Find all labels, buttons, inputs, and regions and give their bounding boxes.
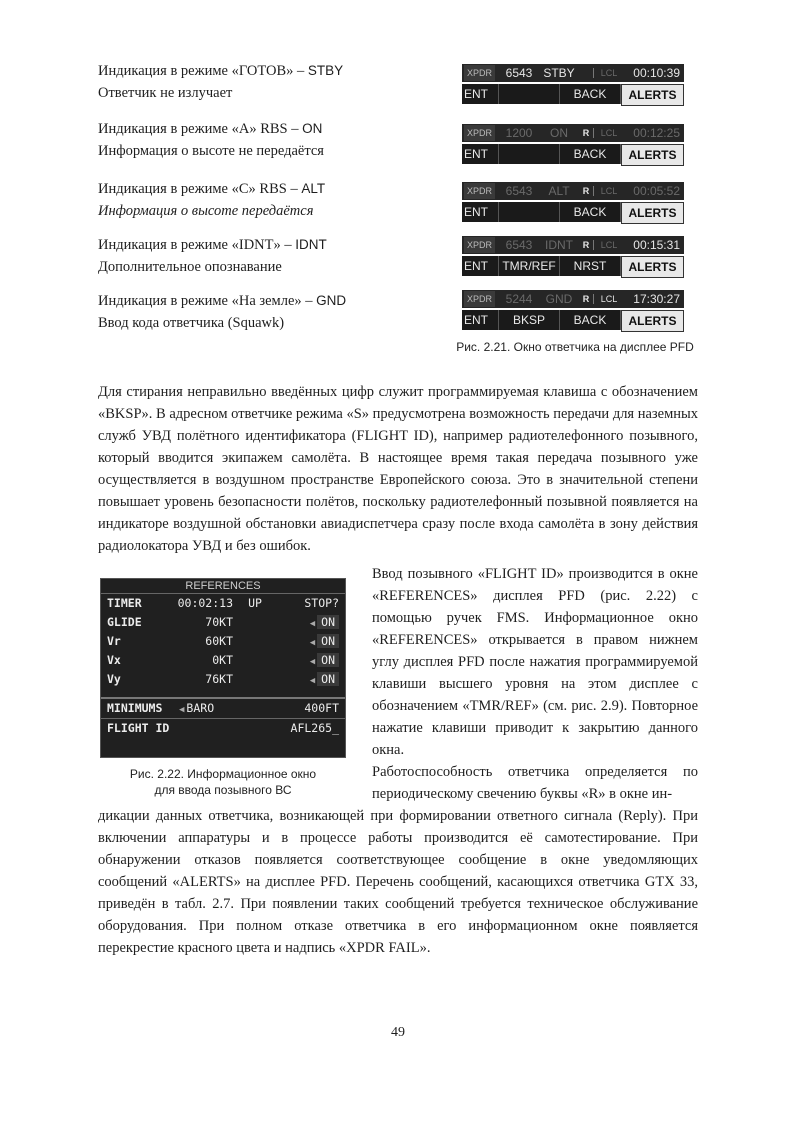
reply-indicator: R	[582, 294, 590, 304]
xpdr-status-bar	[462, 290, 684, 308]
alerts-softkey[interactable]: ALERTS	[621, 84, 684, 106]
mode-code: IDNT	[295, 237, 327, 252]
xpdr-tag: XPDR	[464, 237, 495, 253]
back-softkey[interactable]: BACK	[560, 202, 621, 222]
vspeed-value[interactable]: 70KT	[205, 615, 233, 629]
xpdr-mode: ALT	[548, 184, 570, 198]
alerts-softkey[interactable]: ALERTS	[621, 144, 684, 166]
vspeed-value[interactable]: 76KT	[205, 672, 233, 686]
xpdr-mode: IDNT	[545, 238, 574, 252]
mode-note: Дополнительное опознавание	[98, 259, 282, 275]
arrow-left-icon: ◀	[309, 657, 316, 667]
xpdr-tag: XPDR	[464, 125, 495, 141]
mode-note: Ввод кода ответчика (Squawk)	[98, 315, 285, 331]
timer-action[interactable]: STOP?	[304, 596, 339, 610]
figure-caption-2-21: Рис. 2.21. Окно ответчика на дисплее PFD	[456, 340, 694, 354]
vspeed-value[interactable]: 0KT	[212, 653, 233, 667]
arrow-left-icon: ◀	[309, 676, 316, 686]
back-softkey[interactable]: BACK	[560, 84, 621, 104]
lcl-label: LCL	[593, 240, 624, 250]
xpdr-status-bar	[462, 236, 684, 254]
timer-row	[101, 594, 345, 613]
toggle-state: ON	[317, 615, 339, 629]
xpdr-panel-gnd	[462, 290, 684, 330]
back-softkey[interactable]: BACK	[560, 144, 621, 164]
mode-text: Индикация в режиме «IDNT» –	[98, 237, 296, 253]
xpdr-tag: XPDR	[464, 291, 495, 307]
mode-note: Информация о высоте передаётся	[98, 203, 314, 219]
clock-readout: 00:12:25	[633, 126, 680, 140]
vspeed-row	[101, 670, 345, 689]
xpdr-tag: XPDR	[464, 183, 495, 199]
mode-item-alt	[98, 178, 458, 222]
minimums-mode-value: BARO	[186, 701, 215, 715]
toggle-state: ON	[317, 653, 339, 667]
lcl-label: LCL	[593, 128, 624, 138]
arrow-left-icon: ◀	[179, 705, 185, 715]
arrow-left-icon: ◀	[309, 619, 316, 629]
xpdr-tag: XPDR	[464, 65, 495, 81]
reply-indicator: R	[582, 128, 590, 138]
paragraph-flight-id: Ввод позывного «FLIGHT ID» производится в окне «REFERENCES» дисплея PFD (рис. 2.22) с помощью ручек FMS. Информационное окно «REFERENCES» открывается в правом нижнем углу дисплея PFD после нажатия программируемой клавиши высшего уровня на этом дисплее с обозначением «TMR/REF» (см. рис. 2.9). Повторное нажатие клавиши приводит к закрытию данного окна.	[372, 566, 698, 758]
vspeed-label: Vr	[107, 634, 121, 648]
paragraph-bksp: Для стирания неправильно введённых цифр служит программируемая клавиша с обозначением «BKSP». В адресном ответчике режима «S» предусмотрена возможность передачи для наземных служб УВД полётного идентификатора (FLIGHT ID), например радиотелефонного позывного, который вводится экипажем самолёта. В настоящее время такая передача позывного уже осуществляется в воздушном пространстве Европейского союза. Это в значительной степени повышает уровень безопасности полётов, поскольку радиотелефонный позывной появляется на индикаторе воздушной обстановки авиадиспетчера сразу после входа самолёта в зону действия радиолокатора УВД и без ошибок.	[98, 384, 699, 554]
vspeed-row	[101, 651, 345, 670]
mode-note: Ответчик не излучает	[98, 85, 233, 101]
xpdr-mode: GND	[545, 292, 573, 306]
mode-item-stby	[98, 60, 458, 104]
xpdr-status-bar	[462, 64, 684, 82]
xpdr-mode: STBY	[543, 66, 575, 80]
squawk-code: 6543	[505, 238, 533, 252]
flight-id-label: FLIGHT ID	[107, 721, 170, 735]
lcl-label: LCL	[593, 68, 624, 78]
minimums-label: MINIMUMS	[107, 701, 163, 715]
toggle-state: ON	[317, 634, 339, 648]
page-number: 49	[391, 1025, 405, 1040]
vspeed-toggle[interactable]	[277, 651, 339, 670]
xpdr-panel-alt	[462, 182, 684, 222]
vspeed-value[interactable]: 60KT	[205, 634, 233, 648]
ent-softkey[interactable]: ENT	[462, 144, 499, 164]
timer-direction[interactable]: UP	[248, 596, 262, 610]
blank-softkey[interactable]	[499, 144, 560, 164]
tmr-ref-softkey[interactable]: TMR/REF	[499, 256, 560, 276]
squawk-code: 6543	[505, 184, 533, 198]
ent-softkey[interactable]: ENT	[462, 310, 499, 330]
spacer	[233, 613, 277, 632]
reply-indicator: R	[582, 186, 590, 196]
spacer	[233, 670, 277, 689]
vspeed-label: Vy	[107, 672, 121, 686]
references-title: REFERENCES	[101, 579, 345, 594]
xpdr-panel-stby	[462, 64, 684, 104]
reply-indicator: R	[582, 240, 590, 250]
paragraph-operability: дикации данных ответчика, возникающей при формировании ответного сигнала (Reply). При включении аппаратуры и в процессе работы производится её самотестирование. При обнаружении отказов появляется соответствующее сообщение в окне уведомляющих сообщений «ALERTS» на дисплее PFD. Перечень сообщений, касающихся ответчика GTX 33, приведён в табл. 2.7. При появлении таких сообщений требуется техническое обслуживание оборудования. При полном отказе ответчика в его информационном окне появляется перекрестие красного цвета и надпись «XPDR FAIL».	[98, 808, 698, 956]
clock-readout: 00:15:31	[633, 238, 680, 252]
mode-text: Индикация в режиме «ГОТОВ» –	[98, 63, 308, 79]
xpdr-status-bar	[462, 182, 684, 200]
ent-softkey[interactable]: ENT	[462, 202, 499, 222]
clock-readout: 00:10:39	[633, 66, 680, 80]
references-window	[100, 578, 346, 758]
blank-softkey[interactable]	[499, 84, 560, 104]
vspeed-toggle[interactable]	[277, 670, 339, 689]
vspeed-row	[101, 613, 345, 632]
alerts-softkey[interactable]: ALERTS	[621, 256, 684, 278]
mode-code: GND	[316, 293, 347, 308]
mode-note: Информация о высоте не передаётся	[98, 143, 324, 159]
lcl-label: LCL	[593, 294, 624, 304]
squawk-code: 1200	[505, 126, 533, 140]
clock-readout: 17:30:27	[633, 292, 680, 306]
mode-text: Индикация в режиме «С» RBS –	[98, 181, 302, 197]
mode-item-idnt	[98, 234, 458, 278]
caption-line: Рис. 2.22. Информационное окно	[129, 767, 317, 781]
softkey-bar	[462, 256, 684, 276]
softkey-bar	[462, 310, 684, 330]
flight-id-row	[101, 718, 345, 738]
softkey-bar	[462, 202, 684, 222]
softkey-bar	[462, 144, 684, 164]
figure-caption-2-22	[98, 766, 348, 798]
squawk-code: 6543	[505, 66, 533, 80]
clock-readout: 00:05:52	[633, 184, 680, 198]
mode-item-on	[98, 118, 458, 162]
ent-softkey[interactable]: ENT	[462, 256, 499, 276]
mode-code: ON	[302, 121, 323, 136]
minimums-mode[interactable]	[179, 699, 249, 718]
mode-item-gnd	[98, 290, 458, 334]
spacer	[233, 632, 277, 651]
minimums-value[interactable]: 400FT	[304, 701, 339, 715]
xpdr-panel-on	[462, 124, 684, 164]
lcl-label: LCL	[593, 186, 624, 196]
vspeed-label: Vx	[107, 653, 121, 667]
alerts-softkey[interactable]: ALERTS	[621, 202, 684, 224]
spacer	[233, 651, 277, 670]
xpdr-panel-idnt	[462, 236, 684, 276]
ent-softkey[interactable]: ENT	[462, 84, 499, 104]
arrow-left-icon: ◀	[309, 638, 316, 648]
softkey-bar	[462, 84, 684, 104]
timer-value: 00:02:13	[177, 596, 233, 610]
mode-code: ALT	[301, 181, 326, 196]
minimums-row	[101, 697, 345, 718]
vspeed-label: GLIDE	[107, 615, 142, 629]
paragraph-operability-start: Работоспособность ответчика определяется по периодическому свечению буквы «R» в окне ин-	[372, 764, 698, 802]
xpdr-mode: ON	[550, 126, 569, 140]
vspeed-toggle[interactable]	[277, 632, 339, 651]
vspeed-row	[101, 632, 345, 651]
timer-label: TIMER	[107, 596, 142, 610]
nrst-softkey[interactable]: NRST	[560, 256, 621, 276]
squawk-code: 5244	[505, 292, 533, 306]
mode-text: Индикация в режиме «На земле» –	[98, 293, 317, 309]
toggle-state: ON	[317, 672, 339, 686]
blank-softkey[interactable]	[499, 202, 560, 222]
mode-text: Индикация в режиме «А» RBS –	[98, 121, 303, 137]
alerts-softkey[interactable]: ALERTS	[621, 310, 684, 332]
xpdr-status-bar	[462, 124, 684, 142]
mode-code: STBY	[307, 63, 344, 78]
bksp-softkey[interactable]: BKSP	[499, 310, 560, 330]
flight-id-input[interactable]: AFL265_	[290, 721, 339, 735]
vspeed-toggle[interactable]	[277, 613, 339, 632]
caption-line: для ввода позывного ВС	[154, 783, 292, 797]
back-softkey[interactable]: BACK	[560, 310, 621, 330]
